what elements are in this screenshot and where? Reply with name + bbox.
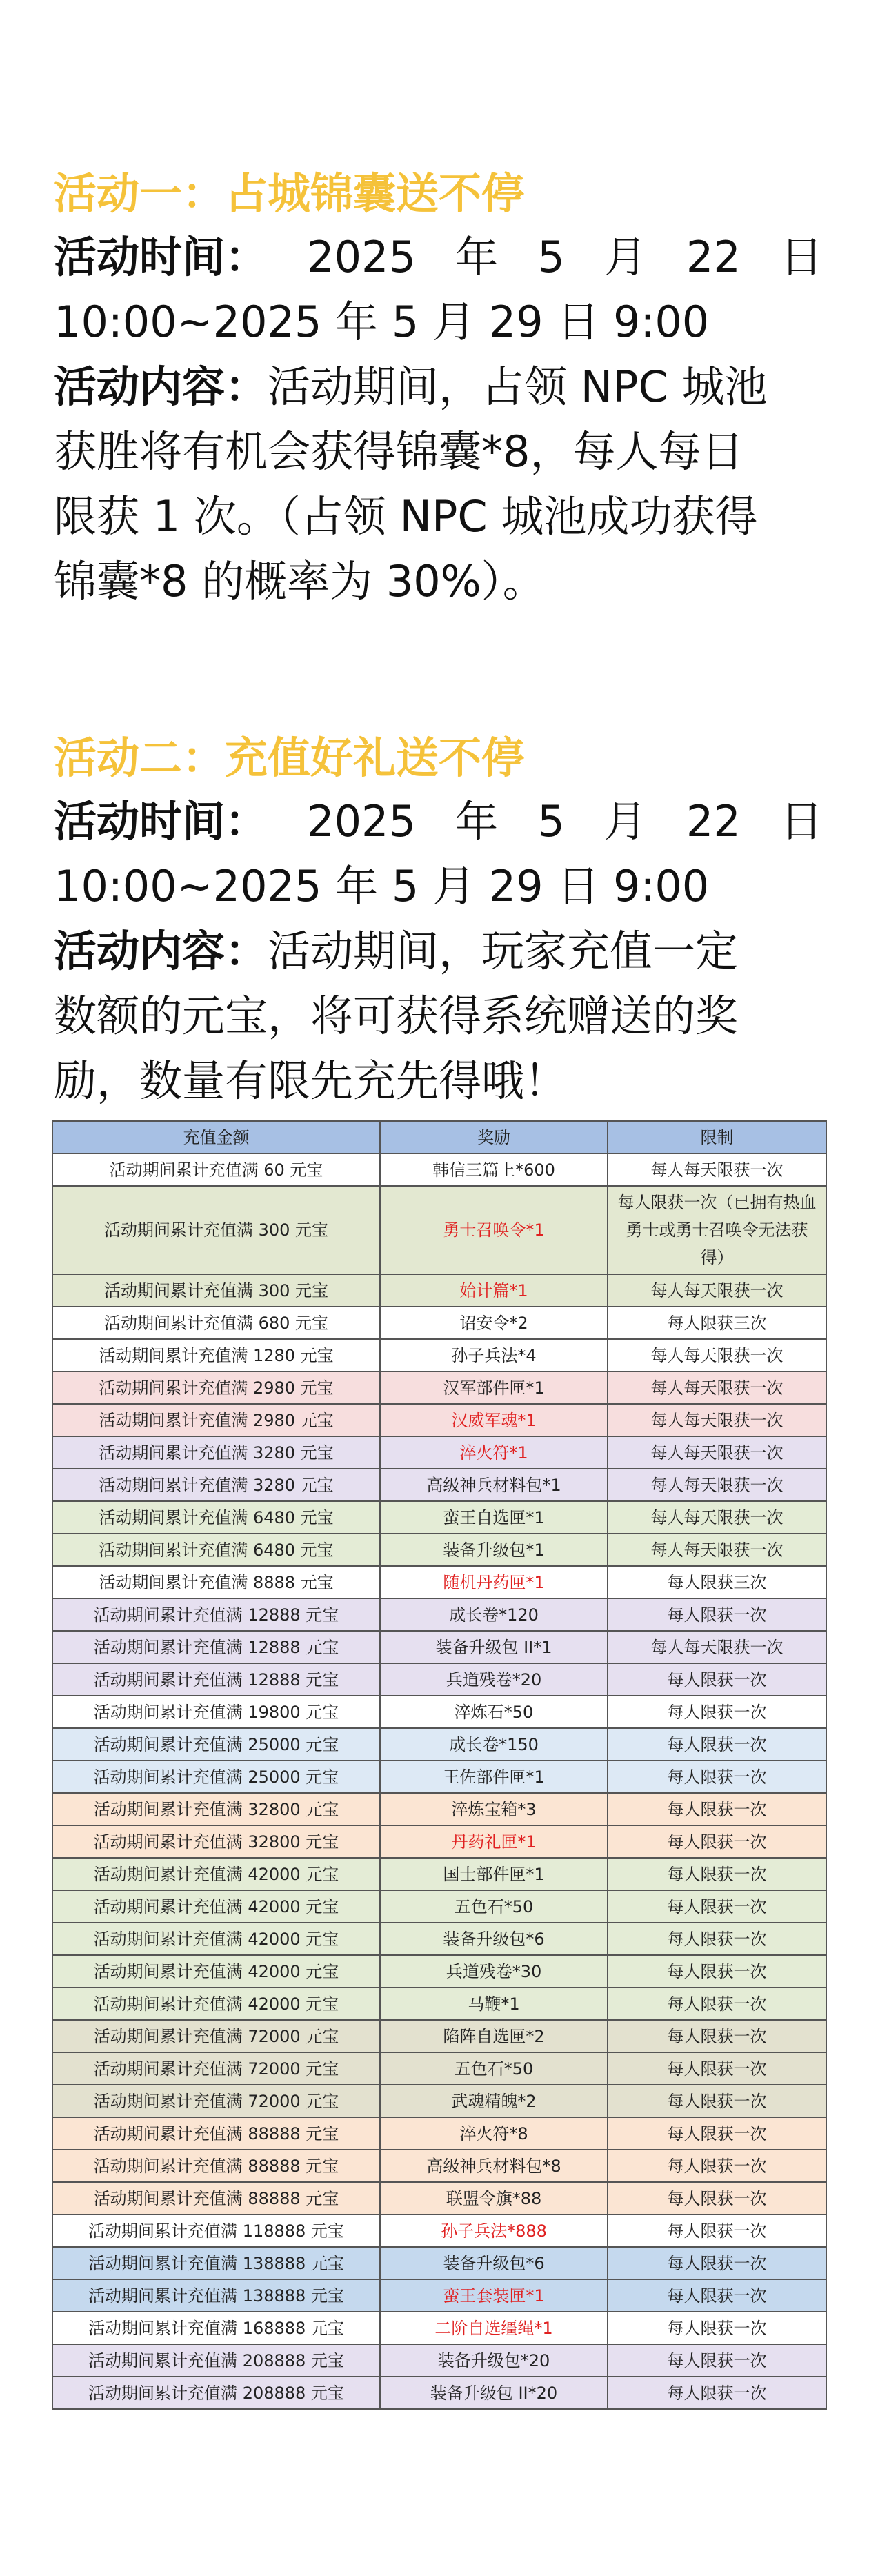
- cell-limit: 每人限获一次: [608, 1663, 826, 1696]
- cell-amount: 活动期间累计充值满 2980 元宝: [52, 1404, 380, 1436]
- table-row: [52, 1153, 826, 1186]
- cell-amount: 活动期间累计充值满 19800 元宝: [52, 1696, 380, 1728]
- activity-one-content-line3: 限获 1 次。（占领 NPC 城池成功获得: [54, 491, 758, 542]
- cell-reward: 孙子兵法*4: [380, 1339, 608, 1371]
- cell-reward: 韩信三篇上*600: [380, 1153, 608, 1186]
- cell-reward: 装备升级包*6: [380, 1923, 608, 1955]
- cell-limit: 每人每天限获一次: [608, 1339, 826, 1371]
- activity-two-content-line3: 励，数量有限先充先得哦！: [54, 1056, 568, 1106]
- table-row: [52, 2020, 826, 2052]
- activity-one-time-line1: 活动时间： 2025 年 5 月 22 日: [54, 225, 823, 290]
- cell-reward: 勇士召唤令*1: [380, 1186, 608, 1274]
- table-row: [52, 1307, 826, 1339]
- cell-limit: 每人限获一次: [608, 2344, 826, 2377]
- activity-one-content-line4: 锦囊*8 的概率为 30%）。: [54, 556, 546, 606]
- rewards-table: [52, 1120, 827, 2410]
- cell-limit: 每人每天限获一次: [608, 1404, 826, 1436]
- table-row: [52, 1371, 826, 1404]
- cell-limit: 每人限获一次: [608, 2279, 826, 2312]
- cell-limit: 每人限获一次: [608, 1696, 826, 1728]
- table-row: [52, 1339, 826, 1371]
- cell-limit: 每人限获一次: [608, 1923, 826, 1955]
- table-row: [52, 2150, 826, 2182]
- cell-reward: 高级神兵材料包*1: [380, 1469, 608, 1501]
- table-header-row: [52, 1121, 826, 1153]
- activity-one-content-line2: 获胜将有机会获得锦囊*8，每人每日: [54, 426, 744, 477]
- cell-amount: 活动期间累计充值满 208888 元宝: [52, 2344, 380, 2377]
- table-row: [52, 2182, 826, 2215]
- cell-limit: 每人限获一次: [608, 1988, 826, 2020]
- table-row: [52, 2312, 826, 2344]
- table-row: [52, 1436, 826, 1469]
- cell-limit: 每人每天限获一次: [608, 1371, 826, 1404]
- cell-amount: 活动期间累计充值满 88888 元宝: [52, 2150, 380, 2182]
- cell-reward: 装备升级包*20: [380, 2344, 608, 2377]
- cell-amount: 活动期间累计充值满 42000 元宝: [52, 1955, 380, 1988]
- cell-reward: 始计篇*1: [380, 1274, 608, 1307]
- cell-amount: 活动期间累计充值满 25000 元宝: [52, 1728, 380, 1761]
- cell-limit: 每人限获三次: [608, 1566, 826, 1598]
- cell-reward: 成长卷*150: [380, 1728, 608, 1761]
- cell-limit: 每人限获一次: [608, 1825, 826, 1858]
- table-row: [52, 1728, 826, 1761]
- table-row: [52, 1404, 826, 1436]
- cell-reward: 武魂精魄*2: [380, 2085, 608, 2117]
- table-row: [52, 2247, 826, 2279]
- table-row: [52, 1186, 826, 1274]
- content-label: 活动内容：: [54, 926, 268, 976]
- table-row: [52, 2052, 826, 2085]
- cell-amount: 活动期间累计充值满 32800 元宝: [52, 1825, 380, 1858]
- cell-amount: 活动期间累计充值满 60 元宝: [52, 1153, 380, 1186]
- cell-reward: 国士部件匣*1: [380, 1858, 608, 1890]
- cell-reward: 马鞭*1: [380, 1988, 608, 2020]
- cell-reward: 兵道残卷*20: [380, 1663, 608, 1696]
- table-row: [52, 1663, 826, 1696]
- cell-amount: 活动期间累计充值满 12888 元宝: [52, 1631, 380, 1663]
- cell-limit: 每人每天限获一次: [608, 1534, 826, 1566]
- cell-amount: 活动期间累计充值满 88888 元宝: [52, 2117, 380, 2150]
- cell-reward: 成长卷*120: [380, 1598, 608, 1631]
- cell-reward: 二阶自选缰绳*1: [380, 2312, 608, 2344]
- cell-reward: 陷阵自选匣*2: [380, 2020, 608, 2052]
- cell-amount: 活动期间累计充值满 3280 元宝: [52, 1469, 380, 1501]
- activity-two-title: 活动二：充值好礼送不停: [54, 733, 525, 783]
- cell-amount: 活动期间累计充值满 12888 元宝: [52, 1598, 380, 1631]
- cell-amount: 活动期间累计充值满 168888 元宝: [52, 2312, 380, 2344]
- cell-reward: 装备升级包*1: [380, 1534, 608, 1566]
- cell-reward: 装备升级包 II*1: [380, 1631, 608, 1663]
- cell-reward: 蛮王套装匣*1: [380, 2279, 608, 2312]
- table-row: [52, 1566, 826, 1598]
- cell-amount: 活动期间累计充值满 8888 元宝: [52, 1566, 380, 1598]
- cell-limit: 每人限获一次: [608, 2215, 826, 2247]
- table-row: [52, 1825, 826, 1858]
- cell-amount: 活动期间累计充值满 88888 元宝: [52, 2182, 380, 2215]
- cell-amount: 活动期间累计充值满 118888 元宝: [52, 2215, 380, 2247]
- table-row: [52, 1631, 826, 1663]
- cell-limit: 每人限获一次: [608, 2117, 826, 2150]
- cell-reward: 五色石*50: [380, 2052, 608, 2085]
- cell-amount: 活动期间累计充值满 42000 元宝: [52, 1858, 380, 1890]
- cell-reward: 淬火符*1: [380, 1436, 608, 1469]
- table-row: [52, 1696, 826, 1728]
- activity-two-time-line2: 10:00~2025 年 5 月 29 日 9:00: [54, 861, 710, 911]
- cell-reward: 淬炼宝箱*3: [380, 1793, 608, 1825]
- cell-reward: 兵道残卷*30: [380, 1955, 608, 1988]
- cell-limit: 每人限获一次: [608, 2312, 826, 2344]
- cell-limit: 每人限获一次: [608, 1955, 826, 1988]
- table-row: [52, 1890, 826, 1923]
- table-row: [52, 2344, 826, 2377]
- cell-limit: 每人每天限获一次: [608, 1436, 826, 1469]
- cell-limit: 每人每天限获一次: [608, 1631, 826, 1663]
- cell-reward: 孙子兵法*888: [380, 2215, 608, 2247]
- cell-amount: 活动期间累计充值满 300 元宝: [52, 1274, 380, 1307]
- table-row: [52, 1534, 826, 1566]
- activity-two-content-line2: 数额的元宝，将可获得系统赠送的奖: [54, 991, 739, 1041]
- cell-limit: 每人限获一次: [608, 2247, 826, 2279]
- cell-reward: 五色石*50: [380, 1890, 608, 1923]
- cell-reward: 淬火符*8: [380, 2117, 608, 2150]
- cell-reward: 丹药礼匣*1: [380, 1825, 608, 1858]
- table-row: [52, 1761, 826, 1793]
- cell-amount: 活动期间累计充值满 72000 元宝: [52, 2052, 380, 2085]
- cell-limit: 每人限获一次: [608, 2085, 826, 2117]
- cell-reward: 装备升级包*6: [380, 2247, 608, 2279]
- cell-reward: 王佐部件匣*1: [380, 1761, 608, 1793]
- cell-limit: 每人限获一次: [608, 2020, 826, 2052]
- cell-amount: 活动期间累计充值满 42000 元宝: [52, 1988, 380, 2020]
- content-label: 活动内容：: [54, 361, 268, 412]
- cell-limit: 每人限获一次: [608, 1793, 826, 1825]
- time-label: 活动时间：: [54, 232, 268, 282]
- table-row: [52, 1793, 826, 1825]
- cell-reward: 诏安令*2: [380, 1307, 608, 1339]
- cell-limit: 每人限获一次: [608, 1761, 826, 1793]
- cell-limit: 每人限获三次: [608, 1307, 826, 1339]
- cell-limit: 每人每天限获一次: [608, 1469, 826, 1501]
- table-row: [52, 1988, 826, 2020]
- table-row: [52, 2215, 826, 2247]
- cell-amount: 活动期间累计充值满 300 元宝: [52, 1186, 380, 1274]
- table-row: [52, 1598, 826, 1631]
- activity-two-time-line1: 活动时间： 2025 年 5 月 22 日: [54, 789, 823, 854]
- cell-reward: 汉军部件匣*1: [380, 1371, 608, 1404]
- cell-reward: 联盟令旗*88: [380, 2182, 608, 2215]
- table-row: [52, 2117, 826, 2150]
- cell-reward: 装备升级包 II*20: [380, 2377, 608, 2409]
- cell-amount: 活动期间累计充值满 32800 元宝: [52, 1793, 380, 1825]
- rewards-table-wrapper: [52, 1120, 826, 2410]
- header-reward: 奖励: [380, 1121, 608, 1153]
- activity-one-time-line2: 10:00~2025 年 5 月 29 日 9:00: [54, 297, 710, 347]
- cell-amount: 活动期间累计充值满 3280 元宝: [52, 1436, 380, 1469]
- table-row: [52, 1858, 826, 1890]
- cell-limit: 每人限获一次: [608, 2182, 826, 2215]
- cell-amount: 活动期间累计充值满 6480 元宝: [52, 1534, 380, 1566]
- cell-amount: 活动期间累计充值满 138888 元宝: [52, 2279, 380, 2312]
- cell-limit: 每人限获一次: [608, 1890, 826, 1923]
- cell-amount: 活动期间累计充值满 42000 元宝: [52, 1923, 380, 1955]
- table-row: [52, 2085, 826, 2117]
- table-row: [52, 2279, 826, 2312]
- activity-one-content-line1: 活动内容：活动期间，占领 NPC 城池: [54, 361, 768, 412]
- cell-amount: 活动期间累计充值满 208888 元宝: [52, 2377, 380, 2409]
- cell-limit: 每人限获一次: [608, 2377, 826, 2409]
- time-label: 活动时间：: [54, 796, 268, 846]
- cell-limit: 每人限获一次（已拥有热血勇士或勇士召唤令无法获得）: [608, 1186, 826, 1274]
- cell-limit: 每人每天限获一次: [608, 1274, 826, 1307]
- table-row: [52, 2377, 826, 2409]
- cell-amount: 活动期间累计充值满 12888 元宝: [52, 1663, 380, 1696]
- table-row: [52, 1274, 826, 1307]
- cell-amount: 活动期间累计充值满 6480 元宝: [52, 1501, 380, 1534]
- cell-amount: 活动期间累计充值满 680 元宝: [52, 1307, 380, 1339]
- table-body: [52, 1153, 826, 2409]
- activity-two: [54, 727, 823, 1113]
- cell-amount: 活动期间累计充值满 42000 元宝: [52, 1890, 380, 1923]
- activity-two-content-line1: 活动内容：活动期间，玩家充值一定: [54, 926, 739, 976]
- cell-reward: 淬炼石*50: [380, 1696, 608, 1728]
- header-amount: 充值金额: [52, 1121, 380, 1153]
- cell-reward: 高级神兵材料包*8: [380, 2150, 608, 2182]
- cell-limit: 每人限获一次: [608, 2150, 826, 2182]
- activity-one-title: 活动一：占城锦囊送不停: [54, 168, 525, 219]
- cell-limit: 每人限获一次: [608, 1598, 826, 1631]
- cell-amount: 活动期间累计充值满 1280 元宝: [52, 1339, 380, 1371]
- cell-amount: 活动期间累计充值满 72000 元宝: [52, 2085, 380, 2117]
- cell-amount: 活动期间累计充值满 25000 元宝: [52, 1761, 380, 1793]
- cell-reward: 随机丹药匣*1: [380, 1566, 608, 1598]
- activity-one: [54, 163, 823, 614]
- cell-limit: 每人每天限获一次: [608, 1501, 826, 1534]
- table-row: [52, 1501, 826, 1534]
- header-limit: 限制: [608, 1121, 826, 1153]
- table-row: [52, 1469, 826, 1501]
- cell-limit: 每人限获一次: [608, 1728, 826, 1761]
- cell-reward: 蛮王自选匣*1: [380, 1501, 608, 1534]
- table-row: [52, 1955, 826, 1988]
- cell-limit: 每人限获一次: [608, 1858, 826, 1890]
- cell-amount: 活动期间累计充值满 138888 元宝: [52, 2247, 380, 2279]
- table-row: [52, 1923, 826, 1955]
- cell-reward: 汉威军魂*1: [380, 1404, 608, 1436]
- cell-limit: 每人限获一次: [608, 2052, 826, 2085]
- cell-limit: 每人每天限获一次: [608, 1153, 826, 1186]
- cell-amount: 活动期间累计充值满 2980 元宝: [52, 1371, 380, 1404]
- cell-amount: 活动期间累计充值满 72000 元宝: [52, 2020, 380, 2052]
